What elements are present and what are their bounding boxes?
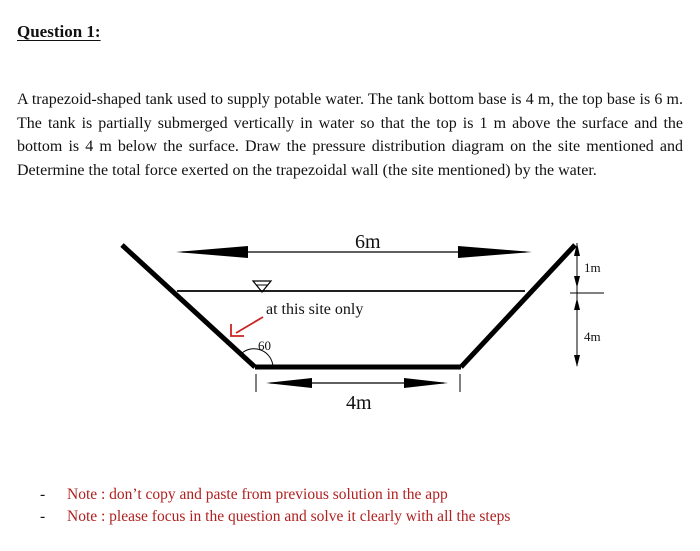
note-text: Note : please focus in the question and solve it clearly with all the steps (67, 508, 511, 525)
note-item (40, 506, 510, 528)
bottom-width-arrow-right (404, 378, 448, 388)
bottom-width-label: 4m (346, 392, 372, 414)
note-item (40, 484, 510, 506)
site-label: at this site only (266, 301, 364, 318)
bottom-width-arrow-left (266, 378, 312, 388)
top-width-arrow-right (458, 246, 532, 258)
top-width-arrow-left (176, 246, 248, 258)
question-heading: Question 1: (17, 22, 101, 41)
tank-right-wall (461, 245, 575, 367)
note-bullet: - (40, 486, 46, 503)
note-text: Note : don’t copy and paste from previous solution in the app (67, 486, 448, 503)
angle-label: 60 (258, 338, 271, 353)
notes-list (40, 484, 510, 528)
top-width-label: 6m (355, 231, 381, 253)
above-surface-label: 1m (584, 260, 601, 275)
below-surface-label: 4m (584, 329, 601, 344)
site-pointer-arrow (231, 317, 263, 336)
tank-left-wall (122, 245, 255, 367)
question-body: A trapezoid-shaped tank used to supply potable water. The tank bottom base is 4 m, the top base is 6 m. The tank is partially submerged vertically in water so that the top is 1 m above the surface and the bottom is 4 m below the surface. Draw the pressure distribution diagram on the site mentioned and Determine the total force exerted on the trapezoidal wall (the site mentioned) by the water. (17, 91, 683, 179)
note-bullet: - (40, 508, 46, 525)
